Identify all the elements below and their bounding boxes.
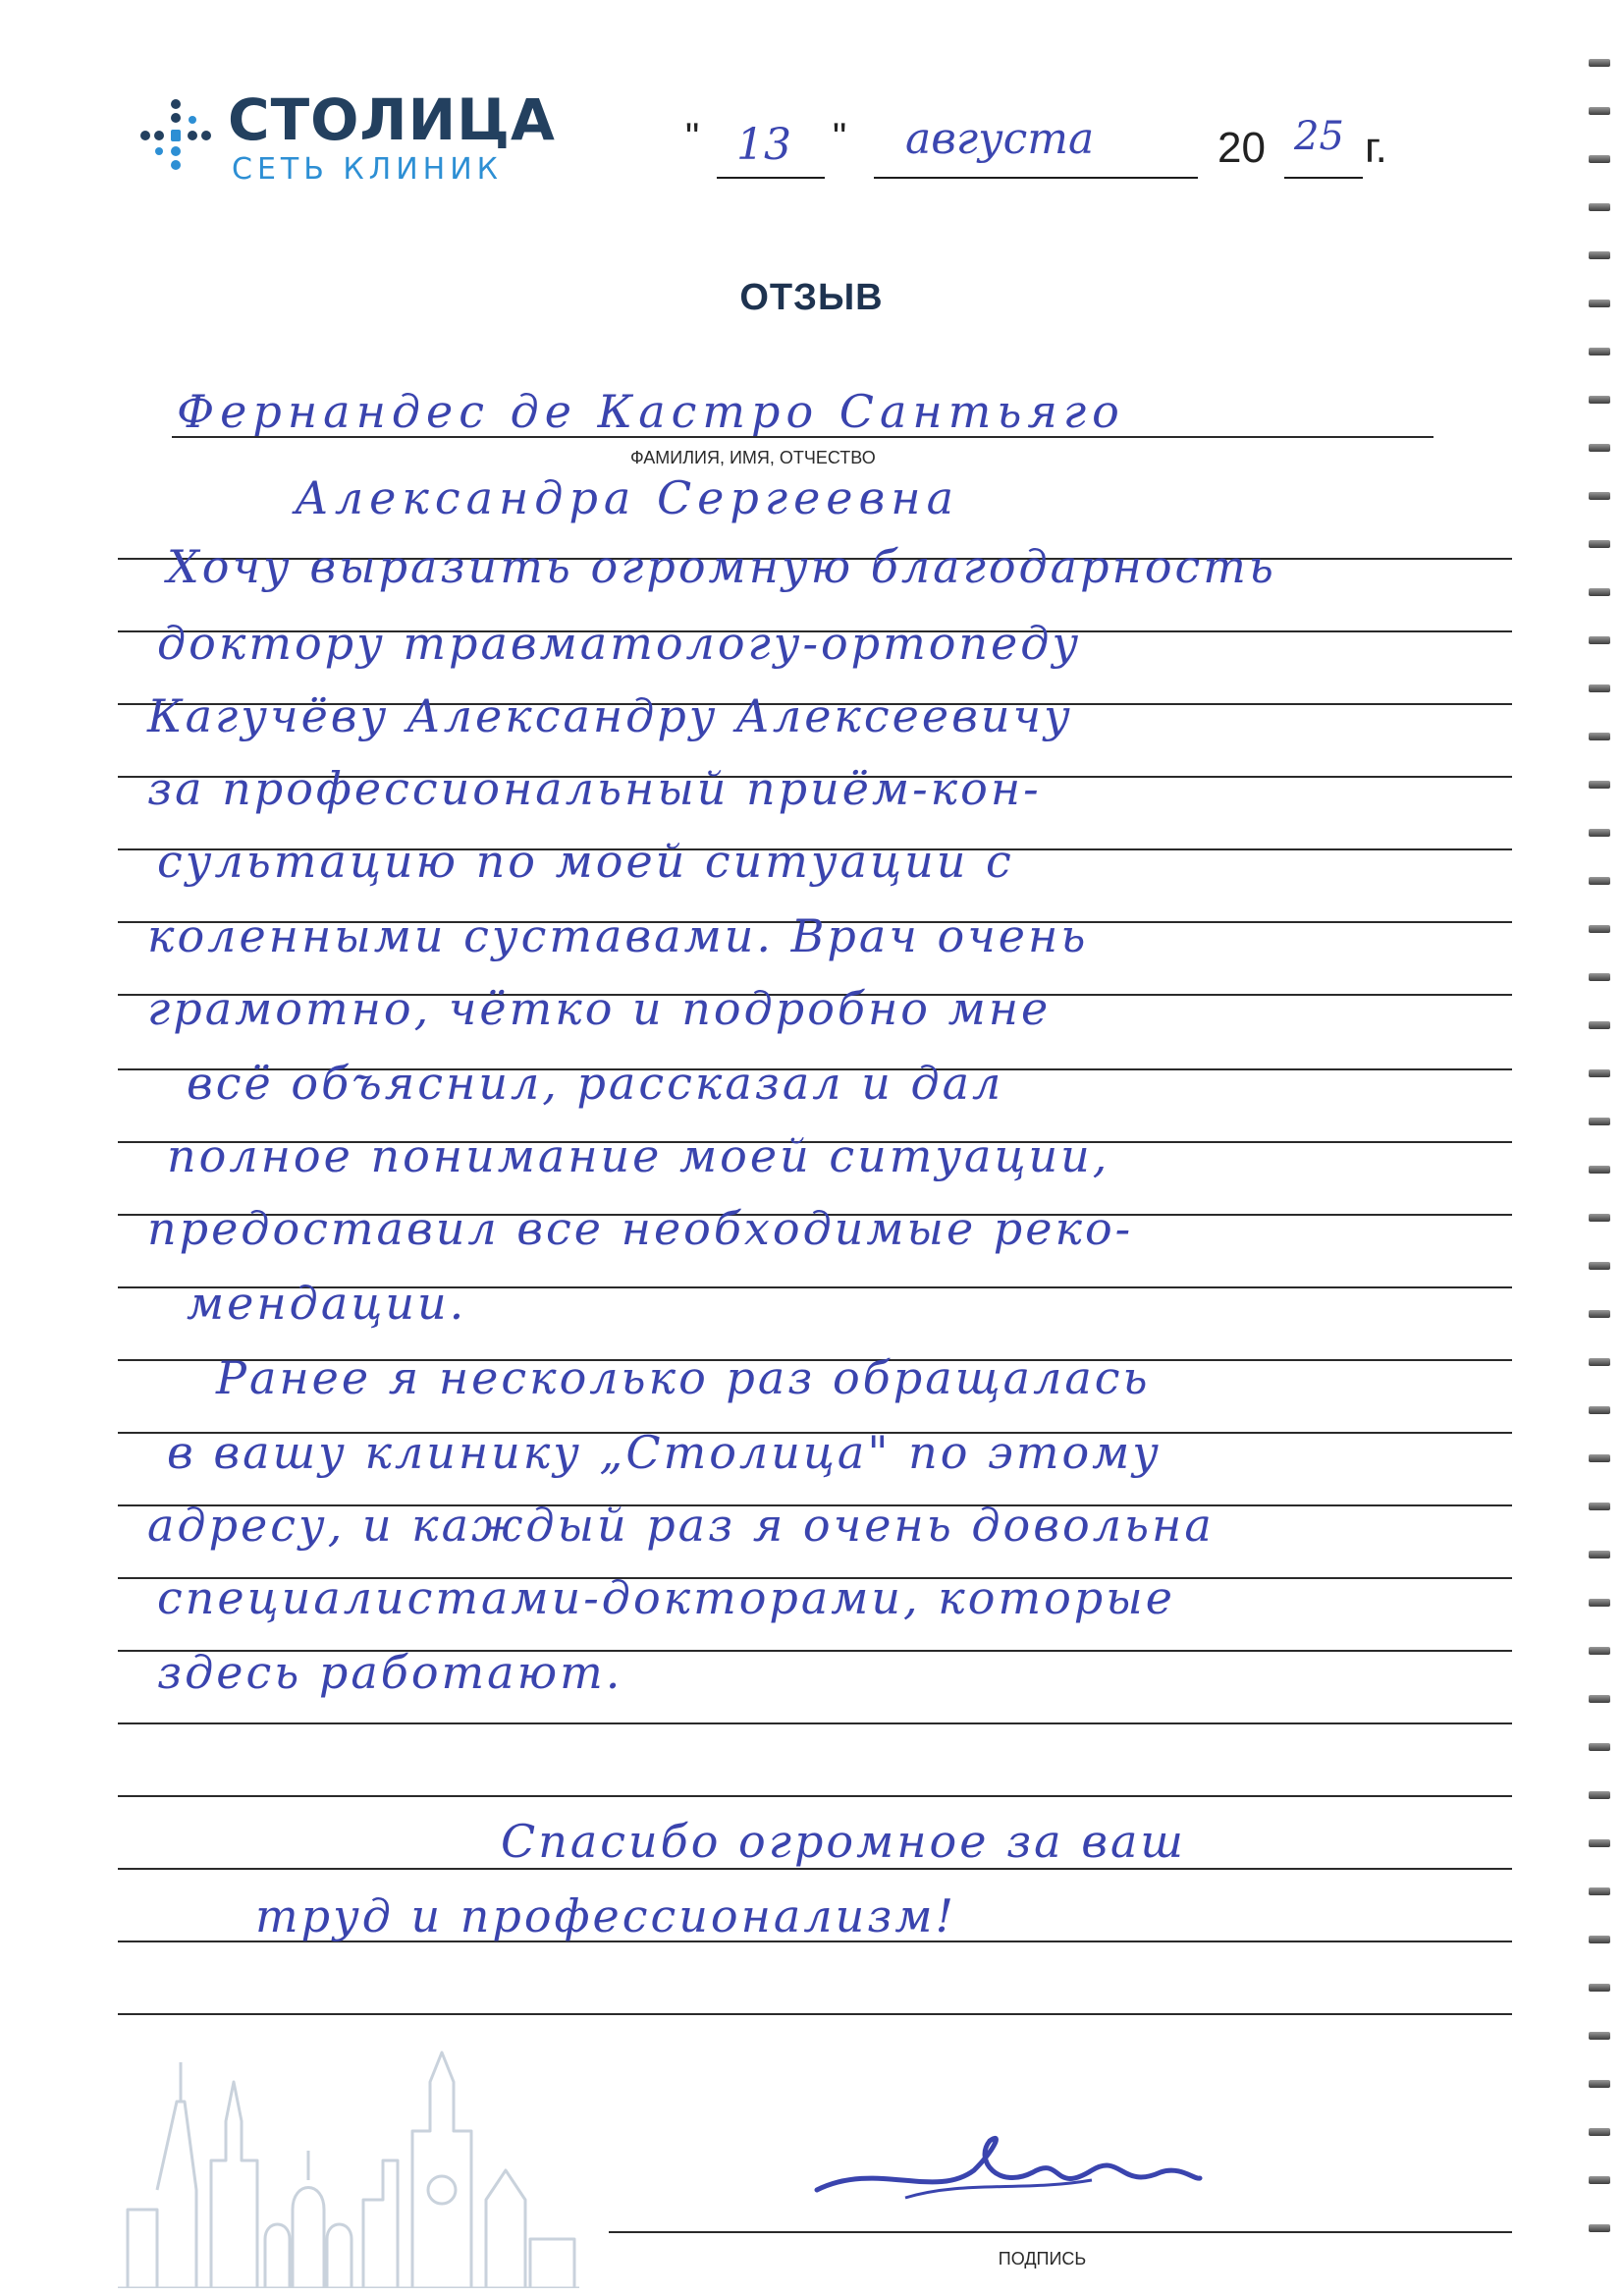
spiral-binding — [1589, 59, 1614, 2288]
review-line: предоставил все необходимые реко- — [147, 1202, 1134, 1255]
name-rule — [172, 436, 1434, 438]
spiral-ring — [1589, 1021, 1610, 1029]
date-year-suffix: 25 — [1294, 114, 1344, 159]
spiral-ring — [1589, 1984, 1610, 1992]
date-year-prefix: 20 — [1217, 124, 1266, 172]
spiral-ring — [1589, 636, 1610, 644]
review-line: всё объяснил, рассказал и дал — [187, 1057, 1004, 1110]
spiral-ring — [1589, 684, 1610, 692]
closing-line: Спасибо огромное за ваш — [501, 1815, 1186, 1868]
spiral-ring — [1589, 588, 1610, 596]
spiral-ring — [1589, 1166, 1610, 1174]
spiral-ring — [1589, 1454, 1610, 1462]
spiral-ring — [1589, 348, 1610, 355]
spiral-ring — [1589, 1214, 1610, 1222]
spiral-ring — [1589, 1503, 1610, 1510]
closing-line: труд и профессионализм! — [255, 1889, 956, 1942]
review-line: Кагучёву Александру Алексеевичу — [147, 689, 1073, 742]
ruled-line — [118, 1795, 1512, 1797]
signature-field-label: ПОДПИСЬ — [998, 2249, 1087, 2269]
review-line: адресу, и каждый раз я очень довольна — [147, 1499, 1215, 1552]
ruled-line — [118, 1868, 1512, 1870]
name-line-1: Фернандес де Кастро Сантьяго — [177, 385, 1125, 438]
spiral-ring — [1589, 733, 1610, 740]
review-line: доктору травматологу-ортопеду — [157, 617, 1082, 670]
spiral-ring — [1589, 1358, 1610, 1366]
spiral-ring — [1589, 1695, 1610, 1703]
date-month-field — [874, 177, 1198, 179]
review-line: коленными суставами. Врач очень — [147, 909, 1089, 962]
spiral-ring — [1589, 1743, 1610, 1751]
spiral-ring — [1589, 973, 1610, 981]
spiral-ring — [1589, 540, 1610, 548]
spiral-ring — [1589, 1647, 1610, 1655]
spiral-ring — [1589, 781, 1610, 789]
spiral-ring — [1589, 155, 1610, 163]
spiral-ring — [1589, 1262, 1610, 1270]
spiral-ring — [1589, 444, 1610, 452]
ruled-line — [118, 1722, 1512, 1724]
clinic-logo-subtitle: СЕТЬ КЛИНИК — [232, 152, 503, 187]
date-day: 13 — [736, 120, 791, 170]
review-line: специалистами-докторами, которые — [157, 1571, 1175, 1624]
document-title: ОТЗЫВ — [739, 277, 884, 318]
spiral-ring — [1589, 2080, 1610, 2088]
date-quote-close: " — [833, 116, 847, 159]
spiral-ring — [1589, 1310, 1610, 1318]
spiral-ring — [1589, 251, 1610, 259]
date-day-field — [717, 177, 825, 179]
review-line: Хочу выразить огромную благодарность — [167, 540, 1276, 593]
spiral-ring — [1589, 1069, 1610, 1077]
spiral-ring — [1589, 492, 1610, 500]
spiral-ring — [1589, 1599, 1610, 1607]
clinic-logo-icon — [137, 96, 214, 175]
spiral-ring — [1589, 2224, 1610, 2232]
review-line: полное понимание моей ситуации, — [167, 1129, 1110, 1182]
name-line-2: Александра Сергеевна — [295, 471, 960, 524]
spiral-ring — [1589, 1887, 1610, 1895]
spiral-ring — [1589, 925, 1610, 933]
spiral-ring — [1589, 1406, 1610, 1414]
review-line: за профессиональный приём-кон- — [147, 762, 1042, 815]
spiral-ring — [1589, 1839, 1610, 1847]
spiral-ring — [1589, 1936, 1610, 1943]
spiral-ring — [1589, 203, 1610, 211]
spiral-ring — [1589, 877, 1610, 885]
date-year-field — [1284, 177, 1363, 179]
date-row — [677, 106, 1483, 185]
spiral-ring — [1589, 1118, 1610, 1125]
date-month: августа — [905, 114, 1095, 164]
name-field-label: ФАМИЛИЯ, ИМЯ, ОТЧЕСТВО — [630, 448, 876, 467]
spiral-ring — [1589, 2176, 1610, 2184]
spiral-ring — [1589, 1551, 1610, 1558]
spiral-ring — [1589, 1791, 1610, 1799]
signature-scribble — [797, 2121, 1210, 2219]
spiral-ring — [1589, 829, 1610, 837]
review-line: мендации. — [187, 1277, 467, 1330]
spiral-ring — [1589, 396, 1610, 404]
spiral-ring — [1589, 107, 1610, 115]
spiral-ring — [1589, 2032, 1610, 2040]
signature-rule — [609, 2231, 1512, 2233]
clinic-logo-title: СТОЛИЦА — [228, 86, 556, 153]
date-quote-open: " — [685, 116, 700, 159]
review-line: в вашу клинику „Столица" по этому — [167, 1426, 1162, 1479]
spiral-ring — [1589, 300, 1610, 307]
date-year-unit: г. — [1365, 124, 1387, 172]
spiral-ring — [1589, 2128, 1610, 2136]
clinic-logo — [137, 86, 609, 194]
review-line: Ранее я несколько раз обращалась — [216, 1351, 1151, 1404]
review-line: грамотно, чётко и подробно мне — [147, 982, 1052, 1035]
spiral-ring — [1589, 59, 1610, 67]
review-line: сультацию по моей ситуации с — [157, 835, 1014, 888]
review-line: здесь работают. — [157, 1646, 623, 1699]
ruled-line — [118, 2013, 1512, 2015]
